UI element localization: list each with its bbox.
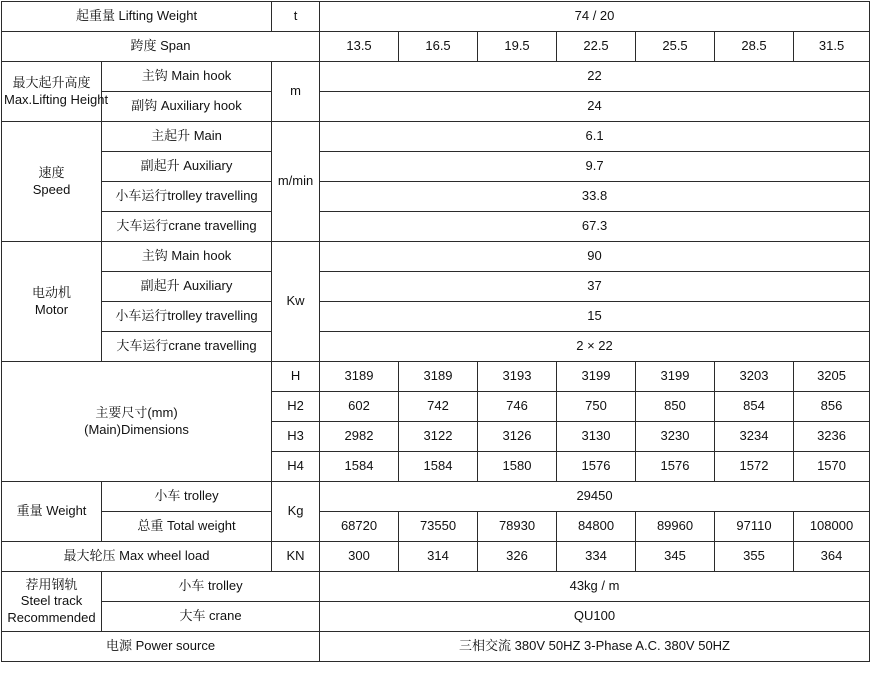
value-speed-auxiliary: 9.7	[320, 152, 870, 182]
table-row-motor-crane	[2, 332, 870, 362]
value-speed-trolley: 33.8	[320, 182, 870, 212]
dimension-value: 1580	[478, 452, 557, 482]
speed-label-cn: 速度	[38, 165, 65, 181]
total-weight-value: 68720	[320, 512, 399, 542]
sub-label-motor-auxiliary: 副起升 Auxiliary	[102, 272, 272, 302]
dimension-value: 3130	[557, 422, 636, 452]
value-motor-trolley: 15	[320, 302, 870, 332]
table-row-speed-main	[2, 122, 870, 152]
max-wheel-load-value: 345	[636, 542, 715, 572]
sub-label-speed-trolley: 小车运行trolley travelling	[102, 182, 272, 212]
table-row-speed-crane	[2, 212, 870, 242]
dimension-value: 3230	[636, 422, 715, 452]
dimension-value: 3189	[399, 362, 478, 392]
table-row-lifting-weight	[2, 2, 870, 32]
max-wheel-load-value: 334	[557, 542, 636, 572]
max-wheel-load-value: 300	[320, 542, 399, 572]
table-row-steel-track-trolley	[2, 572, 870, 602]
sub-label-main-hook: 主钩 Main hook	[102, 62, 272, 92]
total-weight-value: 97110	[715, 512, 794, 542]
table-row-max-lifting-height-main	[2, 62, 870, 92]
max-lifting-height-label-en: Max.Lifting Height	[4, 91, 109, 107]
dimension-value: 602	[320, 392, 399, 422]
max-wheel-load-value: 355	[715, 542, 794, 572]
dimension-value: 3126	[478, 422, 557, 452]
span-value: 22.5	[557, 32, 636, 62]
dimension-symbol-h: H	[272, 362, 320, 392]
table-row-dimension-h	[2, 362, 870, 392]
sub-label-speed-main: 主起升 Main	[102, 122, 272, 152]
dimension-value: 1576	[636, 452, 715, 482]
span-value: 16.5	[399, 32, 478, 62]
max-lifting-height-label-cn: 最大起升高度	[12, 75, 91, 91]
table-row-span	[2, 32, 870, 62]
value-power-source: 三相交流 380V 50HZ 3-Phase A.C. 380V 50HZ	[320, 632, 870, 662]
dimension-value: 3193	[478, 362, 557, 392]
dimension-value: 750	[557, 392, 636, 422]
value-speed-crane: 67.3	[320, 212, 870, 242]
value-motor-auxiliary: 37	[320, 272, 870, 302]
span-value: 19.5	[478, 32, 557, 62]
dimensions-label-cn: 主要尺寸(mm)	[95, 405, 178, 421]
total-weight-value: 108000	[794, 512, 870, 542]
steel-track-label-en1: Steel track	[20, 593, 83, 609]
motor-label-cn: 电动机	[31, 285, 71, 301]
value-motor-main-hook: 90	[320, 242, 870, 272]
max-wheel-load-value: 364	[794, 542, 870, 572]
sub-label-speed-crane: 大车运行crane travelling	[102, 212, 272, 242]
sub-label-steel-track-crane: 大车 crane	[102, 602, 320, 632]
table-row-motor-main	[2, 242, 870, 272]
span-value: 13.5	[320, 32, 399, 62]
dimension-value: 850	[636, 392, 715, 422]
dimension-value: 2982	[320, 422, 399, 452]
unit-lifting-weight: t	[272, 2, 320, 32]
row-label-lifting-weight: 起重量 Lifting Weight	[2, 2, 272, 32]
value-steel-track-trolley: 43kg / m	[320, 572, 870, 602]
sub-label-auxiliary-hook: 副钩 Auxiliary hook	[102, 92, 272, 122]
dimension-value: 3122	[399, 422, 478, 452]
row-label-dimensions	[2, 362, 272, 482]
value-lifting-weight: 74 / 20	[320, 2, 870, 32]
unit-motor: Kw	[272, 242, 320, 362]
dimension-symbol-h4: H4	[272, 452, 320, 482]
dimension-value: 3236	[794, 422, 870, 452]
max-wheel-load-value: 314	[399, 542, 478, 572]
dimension-value: 746	[478, 392, 557, 422]
value-motor-crane: 2 × 22	[320, 332, 870, 362]
sub-label-weight-trolley: 小车 trolley	[102, 482, 272, 512]
table-row-speed-aux	[2, 152, 870, 182]
sub-label-steel-track-trolley: 小车 trolley	[102, 572, 320, 602]
unit-max-wheel-load: KN	[272, 542, 320, 572]
total-weight-value: 84800	[557, 512, 636, 542]
table-row-weight-total	[2, 512, 870, 542]
dimension-symbol-h3: H3	[272, 422, 320, 452]
table-row-weight-trolley	[2, 482, 870, 512]
span-value: 25.5	[636, 32, 715, 62]
dimension-value: 854	[715, 392, 794, 422]
crane-specification-table	[1, 1, 870, 662]
total-weight-value: 73550	[399, 512, 478, 542]
table-row-motor-aux	[2, 272, 870, 302]
row-label-motor	[2, 242, 102, 362]
dimension-symbol-h2: H2	[272, 392, 320, 422]
dimension-value: 856	[794, 392, 870, 422]
table-row-steel-track-crane	[2, 602, 870, 632]
span-value: 31.5	[794, 32, 870, 62]
row-label-steel-track	[2, 572, 102, 632]
steel-track-label-en2: Recommended	[7, 609, 96, 625]
value-steel-track-crane: QU100	[320, 602, 870, 632]
row-label-speed	[2, 122, 102, 242]
dimension-value: 1576	[557, 452, 636, 482]
unit-speed: m/min	[272, 122, 320, 242]
total-weight-value: 89960	[636, 512, 715, 542]
table-row-power-source	[2, 632, 870, 662]
table-row-motor-trolley	[2, 302, 870, 332]
dimension-value: 742	[399, 392, 478, 422]
sub-label-motor-main-hook: 主钩 Main hook	[102, 242, 272, 272]
dimension-value: 3189	[320, 362, 399, 392]
dimension-value: 3199	[636, 362, 715, 392]
dimension-value: 3205	[794, 362, 870, 392]
row-label-weight: 重量 Weight	[2, 482, 102, 542]
dimension-value: 1584	[320, 452, 399, 482]
unit-max-lifting-height: m	[272, 62, 320, 122]
unit-weight: Kg	[272, 482, 320, 542]
row-label-span: 跨度 Span	[2, 32, 320, 62]
dimension-value: 1584	[399, 452, 478, 482]
steel-track-label-cn: 荐用钢轨	[25, 577, 78, 593]
sub-label-weight-total: 总重 Total weight	[102, 512, 272, 542]
table-row-speed-trolley	[2, 182, 870, 212]
sub-label-motor-trolley: 小车运行trolley travelling	[102, 302, 272, 332]
value-speed-main: 6.1	[320, 122, 870, 152]
dimension-value: 1570	[794, 452, 870, 482]
motor-label-en: Motor	[34, 301, 69, 317]
value-weight-trolley: 29450	[320, 482, 870, 512]
total-weight-value: 78930	[478, 512, 557, 542]
sub-label-speed-auxiliary: 副起升 Auxiliary	[102, 152, 272, 182]
dimension-value: 3203	[715, 362, 794, 392]
dimension-value: 3199	[557, 362, 636, 392]
value-max-lifting-height-aux: 24	[320, 92, 870, 122]
speed-label-en: Speed	[32, 181, 71, 197]
sub-label-motor-crane: 大车运行crane travelling	[102, 332, 272, 362]
dimension-value: 1572	[715, 452, 794, 482]
dimensions-label-en: (Main)Dimensions	[84, 421, 189, 437]
dimension-value: 3234	[715, 422, 794, 452]
row-label-max-lifting-height	[2, 62, 109, 122]
table-row-max-wheel-load	[2, 542, 870, 572]
table-row-max-lifting-height-aux	[2, 92, 870, 122]
row-label-max-wheel-load: 最大轮压 Max wheel load	[2, 542, 272, 572]
value-max-lifting-height-main: 22	[320, 62, 870, 92]
span-value: 28.5	[715, 32, 794, 62]
max-wheel-load-value: 326	[478, 542, 557, 572]
row-label-power-source: 电源 Power source	[2, 632, 320, 662]
